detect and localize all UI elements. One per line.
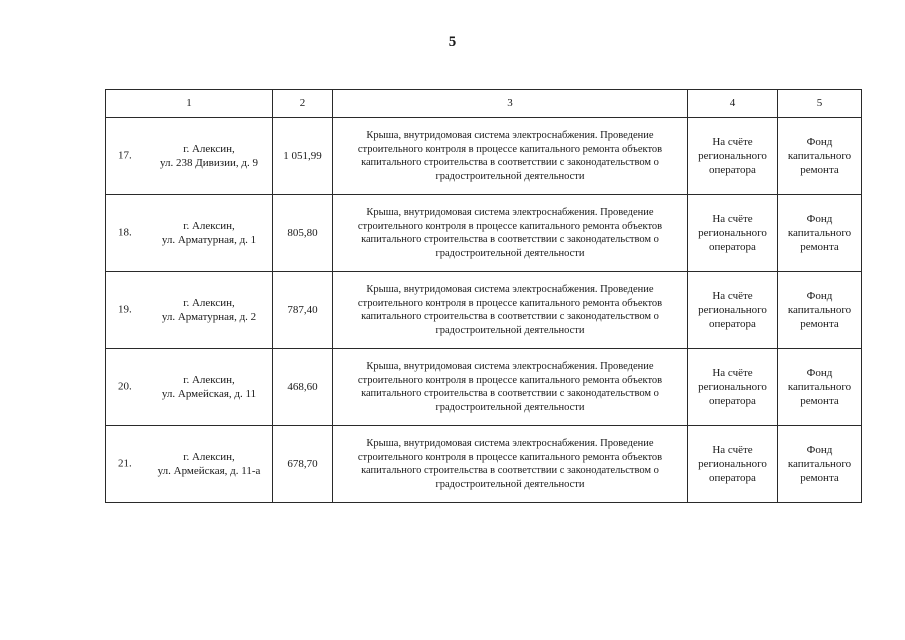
funding-source-line: капитального [787, 381, 852, 393]
fund-owner-line: регионального [698, 304, 767, 316]
funding-source [778, 272, 862, 349]
row-number: 20. [118, 380, 132, 393]
row-number: 18. [118, 226, 132, 239]
column-header: 3 [333, 90, 688, 118]
address [148, 142, 270, 170]
funding-source-line: капитального [787, 150, 852, 162]
funding-source [778, 118, 862, 195]
funding-source-line: Фонд [806, 444, 833, 456]
address-street: ул. Армейская, д. 11-а [157, 465, 261, 477]
address [148, 373, 270, 401]
column-header: 2 [273, 90, 333, 118]
funding-source-line: капитального [787, 458, 852, 470]
funding-source-line: капитального [787, 227, 852, 239]
row-number: 21. [118, 457, 132, 470]
area-value: 678,70 [273, 426, 333, 503]
address-city: г. Алексин, [183, 220, 235, 232]
funding-source-line: Фонд [806, 290, 833, 302]
address-street: ул. Арматурная, д. 1 [161, 234, 257, 246]
fund-owner-line: регионального [698, 381, 767, 393]
address-cell [106, 426, 273, 503]
row-number: 17. [118, 149, 132, 162]
fund-owner [688, 349, 778, 426]
address-city: г. Алексин, [183, 374, 235, 386]
funding-source-line: ремонта [800, 164, 839, 176]
fund-owner-line: На счёте [712, 367, 753, 379]
column-header: 1 [106, 90, 273, 118]
fund-owner [688, 118, 778, 195]
fund-owner-line: оператора [709, 241, 756, 253]
funding-source-line: Фонд [806, 213, 833, 225]
works-description: Крыша, внутридомовая система электроснабжения. Проведение строительного контроля в процессе капитального ремонта объектов капитального строительства в соответствии с законодательством о градостроительной деятельности [333, 426, 688, 503]
fund-owner-line: На счёте [712, 213, 753, 225]
funding-source-line: капитального [787, 304, 852, 316]
address-street: ул. Армейская, д. 11 [161, 388, 257, 400]
address-street: ул. Арматурная, д. 2 [161, 311, 257, 323]
works-description: Крыша, внутридомовая система электроснабжения. Проведение строительного контроля в процессе капитального ремонта объектов капитального строительства в соответствии с законодательством о градостроительной деятельности [333, 272, 688, 349]
funding-source-line: Фонд [806, 367, 833, 379]
fund-owner-line: оператора [709, 395, 756, 407]
address-cell [106, 118, 273, 195]
works-description: Крыша, внутридомовая система электроснабжения. Проведение строительного контроля в процессе капитального ремонта объектов капитального строительства в соответствии с законодательством о градостроительной деятельности [333, 195, 688, 272]
row-number: 19. [118, 303, 132, 316]
works-description: Крыша, внутридомовая система электроснабжения. Проведение строительного контроля в процессе капитального ремонта объектов капитального строительства в соответствии с законодательством о градостроительной деятельности [333, 118, 688, 195]
fund-owner [688, 426, 778, 503]
fund-owner-line: На счёте [712, 136, 753, 148]
fund-owner-line: регионального [698, 227, 767, 239]
address [148, 450, 270, 478]
address-city: г. Алексин, [183, 451, 235, 463]
fund-owner-line: регионального [698, 458, 767, 470]
address-cell [106, 272, 273, 349]
fund-owner-line: На счёте [712, 444, 753, 456]
funding-source [778, 195, 862, 272]
table-row [106, 426, 862, 503]
works-table [105, 89, 862, 503]
table-header-row [106, 90, 862, 118]
area-value: 1 051,99 [273, 118, 333, 195]
funding-source-line: ремонта [800, 318, 839, 330]
address [148, 219, 270, 247]
table-row [106, 349, 862, 426]
column-header: 4 [688, 90, 778, 118]
area-value: 468,60 [273, 349, 333, 426]
address-cell [106, 195, 273, 272]
address-street: ул. 238 Дивизии, д. 9 [160, 157, 258, 169]
fund-owner-line: оператора [709, 472, 756, 484]
page-number: 5 [448, 34, 457, 50]
address [148, 296, 270, 324]
area-value: 787,40 [273, 272, 333, 349]
address-city: г. Алексин, [183, 143, 235, 155]
table-row [106, 272, 862, 349]
fund-owner-line: регионального [698, 150, 767, 162]
funding-source [778, 426, 862, 503]
address-city: г. Алексин, [183, 297, 235, 309]
fund-owner [688, 195, 778, 272]
works-description: Крыша, внутридомовая система электроснабжения. Проведение строительного контроля в процессе капитального ремонта объектов капитального строительства в соответствии с законодательством о градостроительной деятельности [333, 349, 688, 426]
address-cell [106, 349, 273, 426]
table-row [106, 195, 862, 272]
fund-owner-line: оператора [709, 164, 756, 176]
fund-owner [688, 272, 778, 349]
column-header: 5 [778, 90, 862, 118]
funding-source-line: ремонта [800, 472, 839, 484]
area-value: 805,80 [273, 195, 333, 272]
funding-source-line: ремонта [800, 241, 839, 253]
table-row [106, 118, 862, 195]
fund-owner-line: На счёте [712, 290, 753, 302]
funding-source-line: Фонд [806, 136, 833, 148]
funding-source-line: ремонта [800, 395, 839, 407]
fund-owner-line: оператора [709, 318, 756, 330]
funding-source [778, 349, 862, 426]
